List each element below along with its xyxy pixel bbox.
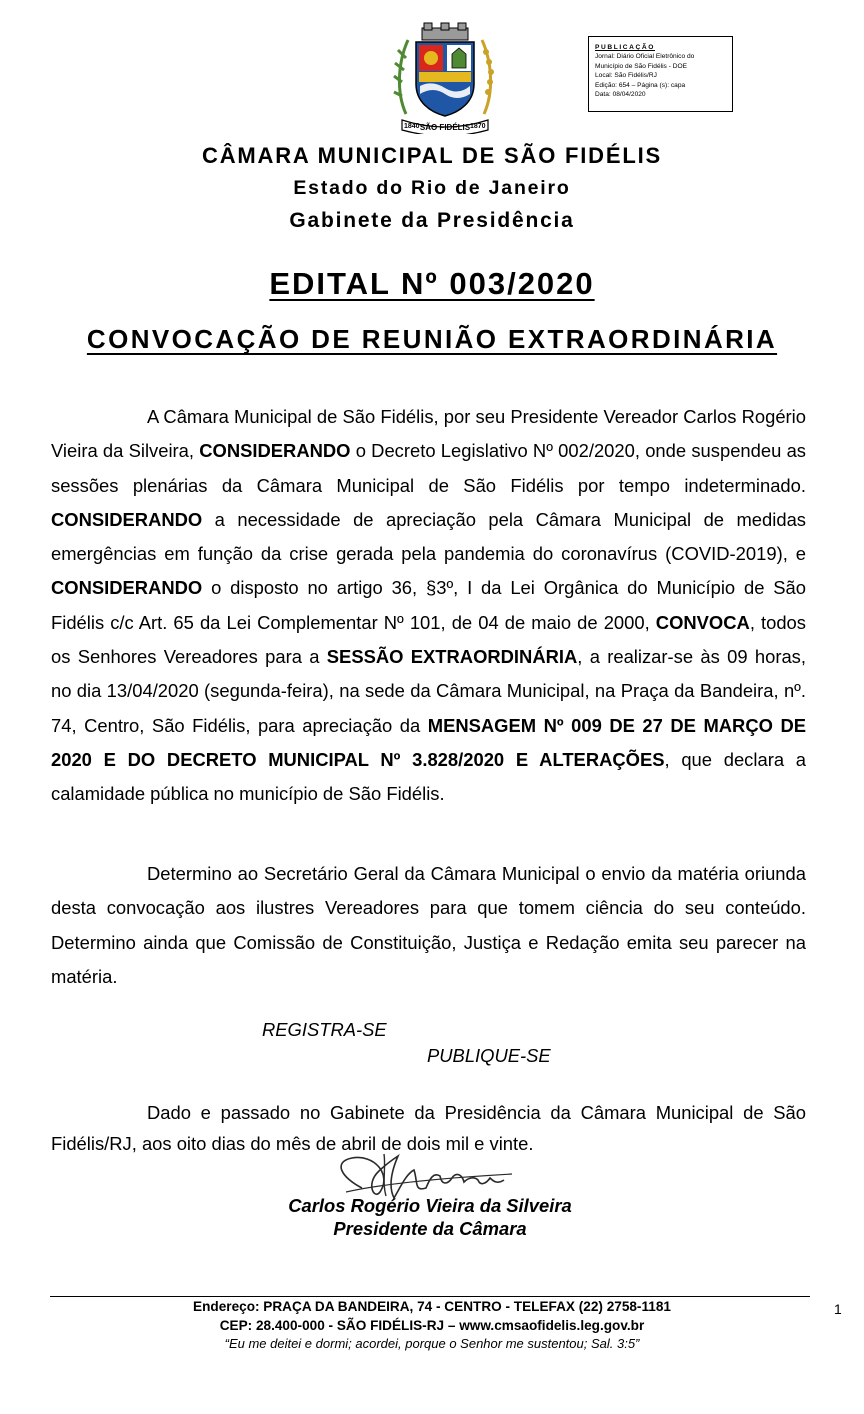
p1-bold-3: CONSIDERANDO	[51, 577, 203, 599]
publique-se: PUBLIQUE-SE	[427, 1045, 551, 1066]
org-name: CÂMARA MUNICIPAL DE SÃO FIDÉLIS	[202, 143, 662, 168]
footer-verse: “Eu me deitei e dormi; acordei, porque o Senhor me sustentou; Sal. 3:5”	[224, 1336, 640, 1351]
paragraph-2	[51, 857, 806, 994]
publication-journal: Jornal: Diário Oficial Eletrônico do	[595, 53, 695, 61]
footer-address: Endereço: PRAÇA DA BANDEIRA, 74 - CENTRO - TELEFAX (22) 2758-1181	[193, 1299, 671, 1314]
p1-bold-1: CONSIDERANDO	[199, 440, 351, 462]
publication-stamp	[588, 36, 733, 112]
crest-year-right: 1870	[470, 123, 486, 130]
publication-location: Local: São Fidélis/RJ	[595, 72, 657, 80]
p1-bold-6: MENSAGEM Nº 009 DE 27 DE MARÇO DE 2020 E DO DECRETO MUNICIPAL Nº 3.828/2020 E ALTERAÇÕES	[51, 714, 806, 770]
p1-text-2: o Decreto Legislativo Nº 002/2020, onde suspendeu as sessões plenárias da Câmara Municipal de São Fidélis por tempo indeterminado.	[51, 440, 806, 496]
p1-bold-5: SESSÃO EXTRAORDINÁRIA	[326, 646, 578, 668]
p1-bold-2: CONSIDERANDO	[51, 508, 203, 530]
signatory-role: Presidente da Câmara	[333, 1218, 527, 1239]
subject-title: CONVOCAÇÃO DE REUNIÃO EXTRAORDINÁRIA	[86, 324, 778, 354]
signatory-name: Carlos Rogério Vieira da Silveira	[288, 1195, 572, 1216]
publication-title: PUBLICAÇÃO	[595, 44, 655, 51]
p1-text-4: o disposto no artigo 36, §3º, I da Lei Orgânica do Município de São Fidélis c/c Art. 65 da Lei Complementar Nº 101, de 04 de maio de 2000,	[51, 577, 806, 633]
footer-cep-website: CEP: 28.400-000 - SÃO FIDÉLIS-RJ – www.cmsaofidelis.leg.gov.br	[219, 1318, 645, 1333]
p2-text: Determino ao Secretário Geral da Câmara Municipal o envio da matéria oriunda desta convocação aos ilustres Vereadores para que tomem ciência do seu conteúdo. Determino ainda que Comissão de Constituição, Justiça e Redação emita seu parecer na matéria.	[51, 863, 806, 987]
publication-journal-name: Município de São Fidélis - DOE	[595, 62, 687, 70]
office-name: Gabinete da Presidência	[289, 209, 575, 232]
registra-se: REGISTRA-SE	[262, 1019, 387, 1040]
publication-edition: Edição: 654 – Página (s): capa	[595, 81, 686, 89]
p1-text-1: A Câmara Municipal de São Fidélis, por seu Presidente Vereador Carlos Rogério Vieira da Silveira,	[51, 406, 806, 462]
coat-of-arms-logo	[392, 22, 498, 134]
publication-date: Data: 08/04/2020	[595, 91, 646, 99]
p1-text-7: , que declara a calamidade pública no município de São Fidélis.	[51, 748, 806, 805]
edital-title: EDITAL Nº 003/2020	[269, 266, 595, 301]
p1-text-6: , a realizar-se às 09 horas, no dia 13/04/2020 (segunda-feira), na sede da Câmara Municipal, na Praça da Bandeira, nº. 74, Centro, São Fidélis, para apreciação da	[51, 646, 806, 736]
state-name: Estado do Rio de Janeiro	[293, 177, 571, 199]
crest-motto: SÃO FIDÉLIS	[419, 123, 471, 132]
page-number: 1	[834, 1301, 842, 1317]
p1-bold-4: CONVOCA	[655, 611, 750, 633]
paragraph-1	[51, 400, 806, 812]
p1-text-5: , todos os Senhores Vereadores para a	[51, 611, 806, 668]
crest-year-left: 1840	[404, 123, 420, 130]
p1-text-3: a necessidade de apreciação pela Câmara Municipal de medidas emergências em função da crise gerada pela pandemia do coronavírus (COVID-2019), e	[51, 508, 806, 565]
footer-divider	[50, 1296, 810, 1297]
closing-text: Dado e passado no Gabinete da Presidência da Câmara Municipal de São Fidélis/RJ, aos oito dias do mês de abril de dois mil e vinte.	[51, 1102, 806, 1154]
